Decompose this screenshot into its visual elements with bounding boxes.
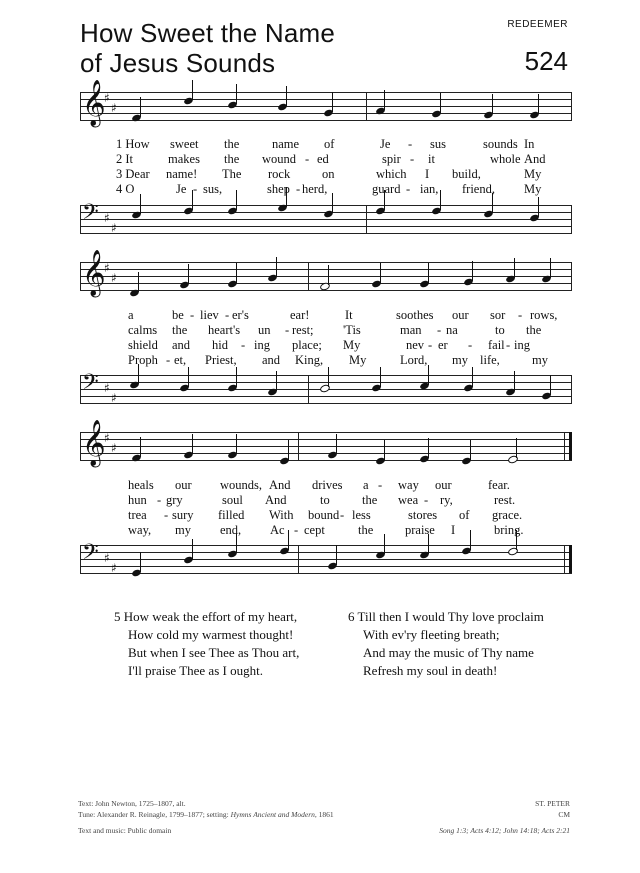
sharp-icon: ♯ [111,271,117,285]
lyric-syllable: 1 How [116,137,150,151]
lyric-syllable: soul [222,493,243,507]
sharp-icon: ♯ [111,101,117,115]
lyric-syllable: and [262,353,281,367]
lyric-syllable: hun [128,493,147,507]
note-stem [380,263,381,283]
lyric-syllable: - [424,493,429,507]
note-stem [236,434,237,454]
note-stem [236,367,237,387]
treble-staff [80,250,572,296]
note-stem [384,440,385,460]
lyric-syllable: the [526,323,542,337]
lyric-syllable: - [506,338,511,352]
lyric-syllable: soothes [396,308,434,322]
note-stem [332,193,333,213]
lyric-syllable: my [175,523,191,537]
lyric-syllable: - [378,478,383,492]
lyric-syllable: of [324,137,335,151]
lyric-syllable: 'Tis [343,323,361,337]
lyric-syllable: filled [218,508,245,522]
barline [366,205,367,233]
bass-clef-icon: 𝄢 [82,370,99,400]
staff-line [80,205,572,206]
lyric-syllable: sury [172,508,194,522]
note-stem [516,438,517,458]
staff-line [80,106,572,107]
meter: CM [558,810,570,819]
lyric-syllable: life, [480,353,500,367]
stanza-5-line: I'll praise Thee as I ought. [128,663,263,678]
sharp-icon: ♯ [104,551,110,565]
lyric-syllable: - [305,152,310,166]
lyric-syllable: my [532,353,548,367]
lyric-syllable: The [222,167,242,181]
lyric-syllable: whole [490,152,521,166]
lyric-syllable: sounds [483,137,518,151]
staff-line [80,382,572,383]
lyric-syllable: er [438,338,448,352]
rights-notice: Text and music: Public domain [78,826,172,835]
note-stem [188,264,189,284]
staff-line [80,269,572,270]
lyric-syllable: place; [292,338,322,352]
lyric-syllable: - [164,508,169,522]
lyric-syllable: - [296,182,301,196]
lyric-syllable: My [343,338,361,352]
stanza-5-line: 5 How weak the effort of my heart, [114,609,298,624]
lyric-syllable: fail [488,338,505,352]
note-stem [192,80,193,100]
hymn-number: 524 [524,46,568,76]
lyric-syllable: hid [212,338,228,352]
lyric-syllable: ry, [440,493,453,507]
lyric-syllable: friend, [462,182,495,196]
barline [366,92,367,120]
lyric-syllable: less [352,508,371,522]
barline [80,262,81,290]
staff-line [80,566,572,567]
note-stem [140,552,141,572]
lyric-syllable: name [272,137,300,151]
lyric-syllable: ear! [290,308,310,322]
barline [308,375,309,403]
lyric-syllable: heart's [208,323,241,337]
barline [80,92,81,120]
lyric-syllable: spir [382,152,401,166]
lyric-syllable: liev [200,308,219,322]
lyric-syllable: rest. [494,493,516,507]
note-stem [332,92,333,112]
lyric-syllable: King, [295,353,324,367]
stanza-6-line: With ev'ry fleeting breath; [363,627,500,642]
lyric-syllable: build, [452,167,481,181]
note-stem [336,545,337,565]
staff-line [80,460,572,461]
bass-staff [80,540,572,575]
barline [80,375,81,403]
lyric-syllable: shep [267,182,290,196]
lyric-syllable: the [172,323,188,337]
lyric-syllable: 2 It [116,152,134,166]
note-stem [440,93,441,113]
sharp-icon: ♯ [104,431,110,445]
note-stem [384,534,385,554]
note-stem [236,190,237,210]
note-stem [288,530,289,550]
lyric-syllable: grace. [492,508,523,522]
note-stem [336,434,337,454]
lyric-syllable: Je [380,137,391,151]
lyric-syllable: and [172,338,191,352]
lyric-syllable: In [524,137,535,151]
lyric-syllable: ian, [420,182,439,196]
note-stem [236,84,237,104]
scripture-references: Song 1:3; Acts 4:12; John 14:18; Acts 2:21 [439,826,570,835]
hymn-title-line1: How Sweet the Name [80,18,336,48]
staff-line [80,120,572,121]
note-stem [514,258,515,278]
lyric-syllable: rock [268,167,291,181]
stanza-6-line: Refresh my soul in death! [363,663,498,678]
lyric-syllable: - [285,323,290,337]
sharp-icon: ♯ [111,561,117,575]
lyric-syllable: name! [166,167,198,181]
note-stem [550,258,551,278]
stanza-5-line: But when I see Thee as Thou art, [128,645,300,660]
lyric-syllable: sweet [170,137,199,151]
staff-line [80,403,572,404]
lyric-syllable: the [358,523,374,537]
lyric-syllable: sus [430,137,446,151]
hymn-title-line2: of Jesus Sounds [80,48,276,78]
treble-clef-icon: 𝄞 [82,250,106,296]
note-stem [472,367,473,387]
staff-line [80,439,572,440]
lyric-syllable: my [452,353,468,367]
barline [564,545,565,573]
staff-line [80,545,572,546]
lyric-syllable: And [265,493,287,507]
sharp-icon: ♯ [111,441,117,455]
note-stem [470,530,471,550]
lyric-syllable: rows, [530,308,558,322]
lyric-syllable: Ac [270,523,285,537]
note-stem [140,97,141,117]
lyric-syllable: - [225,308,230,322]
lyric-syllable: way, [128,523,152,537]
note-head [507,455,519,465]
lyric-syllable: the [224,152,240,166]
staff-line [80,573,572,574]
staff-line [80,276,572,277]
lyric-syllable: - [410,152,415,166]
lyric-syllable: sor [490,308,506,322]
note-stem [328,367,329,387]
lyric-syllable: - [241,338,246,352]
bass-clef-icon: 𝄢 [82,540,99,570]
lyric-syllable: bring. [494,523,524,537]
lyric-syllable: - [428,338,433,352]
lyric-syllable: Priest, [205,353,237,367]
lyric-syllable: Proph [128,353,158,367]
note-stem [286,86,287,106]
barline [298,432,299,460]
treble-staff [80,420,572,466]
staff-line [80,226,572,227]
note-stem [440,190,441,210]
note-stem [538,197,539,217]
staff-line [80,99,572,100]
lyric-syllable: ing [514,338,530,352]
lyric-syllable: - [166,353,171,367]
note-head [507,547,519,557]
note-stem [428,438,429,458]
staff-line [80,290,572,291]
lyric-syllable: - [468,338,473,352]
barline [308,262,309,290]
barline [571,205,572,233]
final-barline [569,545,572,573]
staff-line [80,432,572,433]
barline [80,205,81,233]
staff-line [80,92,572,93]
note-stem [384,90,385,110]
lyric-syllable: drives [312,478,343,492]
lyric-syllable: - [190,308,195,322]
staff-line [80,262,572,263]
lyric-syllable: shield [128,338,158,352]
text-credit: Text: John Newton, 1725–1807, alt. [78,799,186,808]
lyric-syllable: man [400,323,422,337]
lyric-syllable: our [435,478,452,492]
lyric-syllable: 3 Dear [116,167,150,181]
note-stem [472,261,473,281]
barline [564,432,565,460]
note-stem [428,263,429,283]
barline [80,545,81,573]
tune-credit-prefix: Tune: Alexander R. Reinagle, 1799–1877; setting: [78,810,231,819]
note-stem [538,94,539,114]
stanza-6-line: And may the music of Thy name [363,645,534,660]
lyric-syllable: - [518,308,523,322]
stanza-6-line: 6 Till then I would Thy love proclaim [348,609,544,624]
staff-line [80,396,572,397]
staff-line [80,233,572,234]
lyric-syllable: And [524,152,546,166]
lyric-syllable: gry [166,493,183,507]
sharp-icon: ♯ [104,261,110,275]
tune-name: ST. PETER [535,799,570,808]
lyric-syllable: - [193,182,198,196]
note-stem [276,257,277,277]
lyric-syllable: fear. [488,478,510,492]
barline [571,375,572,403]
note-stem [276,371,277,391]
lyric-syllable: it [428,152,435,166]
note-stem [550,375,551,395]
lyric-syllable: My [524,182,542,196]
lyric-syllable: rest; [292,323,314,337]
lyric-syllable: praise [405,523,435,537]
treble-clef-icon: 𝄞 [82,420,106,466]
lyric-syllable: wound [262,152,297,166]
treble-clef-icon: 𝄞 [82,80,106,126]
lyric-syllable: makes [168,152,200,166]
lyric-syllable: stores [408,508,438,522]
staff-line [80,219,572,220]
stanza-5-line: How cold my warmest thought! [128,627,294,642]
final-barline [569,432,572,460]
tune-credit-suffix: , 1861 [314,810,334,819]
lyric-syllable: calms [128,323,158,337]
note-stem [188,367,189,387]
lyric-syllable: on [322,167,335,181]
lyric-syllable: And [269,478,291,492]
lyric-syllable: our [452,308,469,322]
note-stem [140,194,141,214]
lyric-syllable: bound [308,508,340,522]
lyric-syllable: which [376,167,407,181]
barline [298,545,299,573]
staff-line [80,375,572,376]
lyric-syllable: to [495,323,505,337]
lyric-syllable: be [172,308,184,322]
sharp-icon: ♯ [104,91,110,105]
hymn-category: REDEEMER [507,19,568,30]
staff-line [80,453,572,454]
note-stem [288,440,289,460]
note-stem [470,440,471,460]
lyric-syllable: to [320,493,330,507]
lyric-syllable: I [425,167,430,181]
bass-staff [80,370,572,405]
note-stem [138,272,139,292]
sharp-icon: ♯ [104,211,110,225]
staff-line [80,559,572,560]
lyric-syllable: a [128,308,134,322]
lyric-syllable: cept [304,523,325,537]
tune-credit [78,810,334,819]
lyric-syllable: na [446,323,458,337]
lyric-syllable: trea [128,508,147,522]
note-stem [492,94,493,114]
lyric-syllable: Lord, [400,353,428,367]
lyric-syllable: It [345,308,353,322]
lyric-syllable: 4 O [116,182,135,196]
lyric-syllable: wea [398,493,419,507]
lyric-syllable: ed [317,152,329,166]
barline [571,92,572,120]
staff-line [80,552,572,553]
lyric-syllable: the [362,493,378,507]
lyric-syllable: sus, [203,182,223,196]
bass-clef-icon: 𝄢 [82,200,99,230]
lyric-syllable: - [437,323,442,337]
lyric-syllable: et, [174,353,187,367]
treble-staff [80,80,572,126]
lyric-syllable: My [524,167,542,181]
lyric-syllable: - [294,523,299,537]
lyric-syllable: er's [232,308,249,322]
lyric-syllable: end, [220,523,242,537]
lyric-syllable: the [224,137,240,151]
lyric-syllable: way [398,478,419,492]
lyric-syllable: Je [176,182,187,196]
tune-credit-source: Hymns Ancient and Modern [230,810,315,819]
lyric-syllable: a [363,478,369,492]
barline [571,262,572,290]
lyric-syllable: - [406,182,411,196]
lyric-syllable: un [258,323,271,337]
lyric-syllable: I [451,523,456,537]
lyric-syllable: wounds, [220,478,263,492]
sharp-icon: ♯ [111,391,117,405]
note-stem [328,265,329,285]
note-stem [514,371,515,391]
lyric-syllable: - [408,137,413,151]
lyric-syllable: guard [372,182,401,196]
lyric-syllable: of [459,508,470,522]
lyric-syllable: With [269,508,294,522]
lyric-syllable: heals [128,478,154,492]
lyric-syllable: My [349,353,367,367]
lyric-syllable: nev [406,338,425,352]
lyric-syllable: our [175,478,192,492]
note-head [319,384,331,394]
note-stem [380,367,381,387]
note-stem [140,437,141,457]
note-stem [236,263,237,283]
note-stem [192,539,193,559]
bass-staff [80,200,572,235]
lyric-syllable: herd, [302,182,328,196]
sharp-icon: ♯ [111,221,117,235]
lyric-syllable: - [340,508,345,522]
lyric-syllable: - [157,493,162,507]
sharp-icon: ♯ [104,381,110,395]
note-stem [192,434,193,454]
staff-line [80,446,572,447]
note-stem [428,365,429,385]
barline [80,432,81,460]
lyric-syllable: ing [254,338,270,352]
